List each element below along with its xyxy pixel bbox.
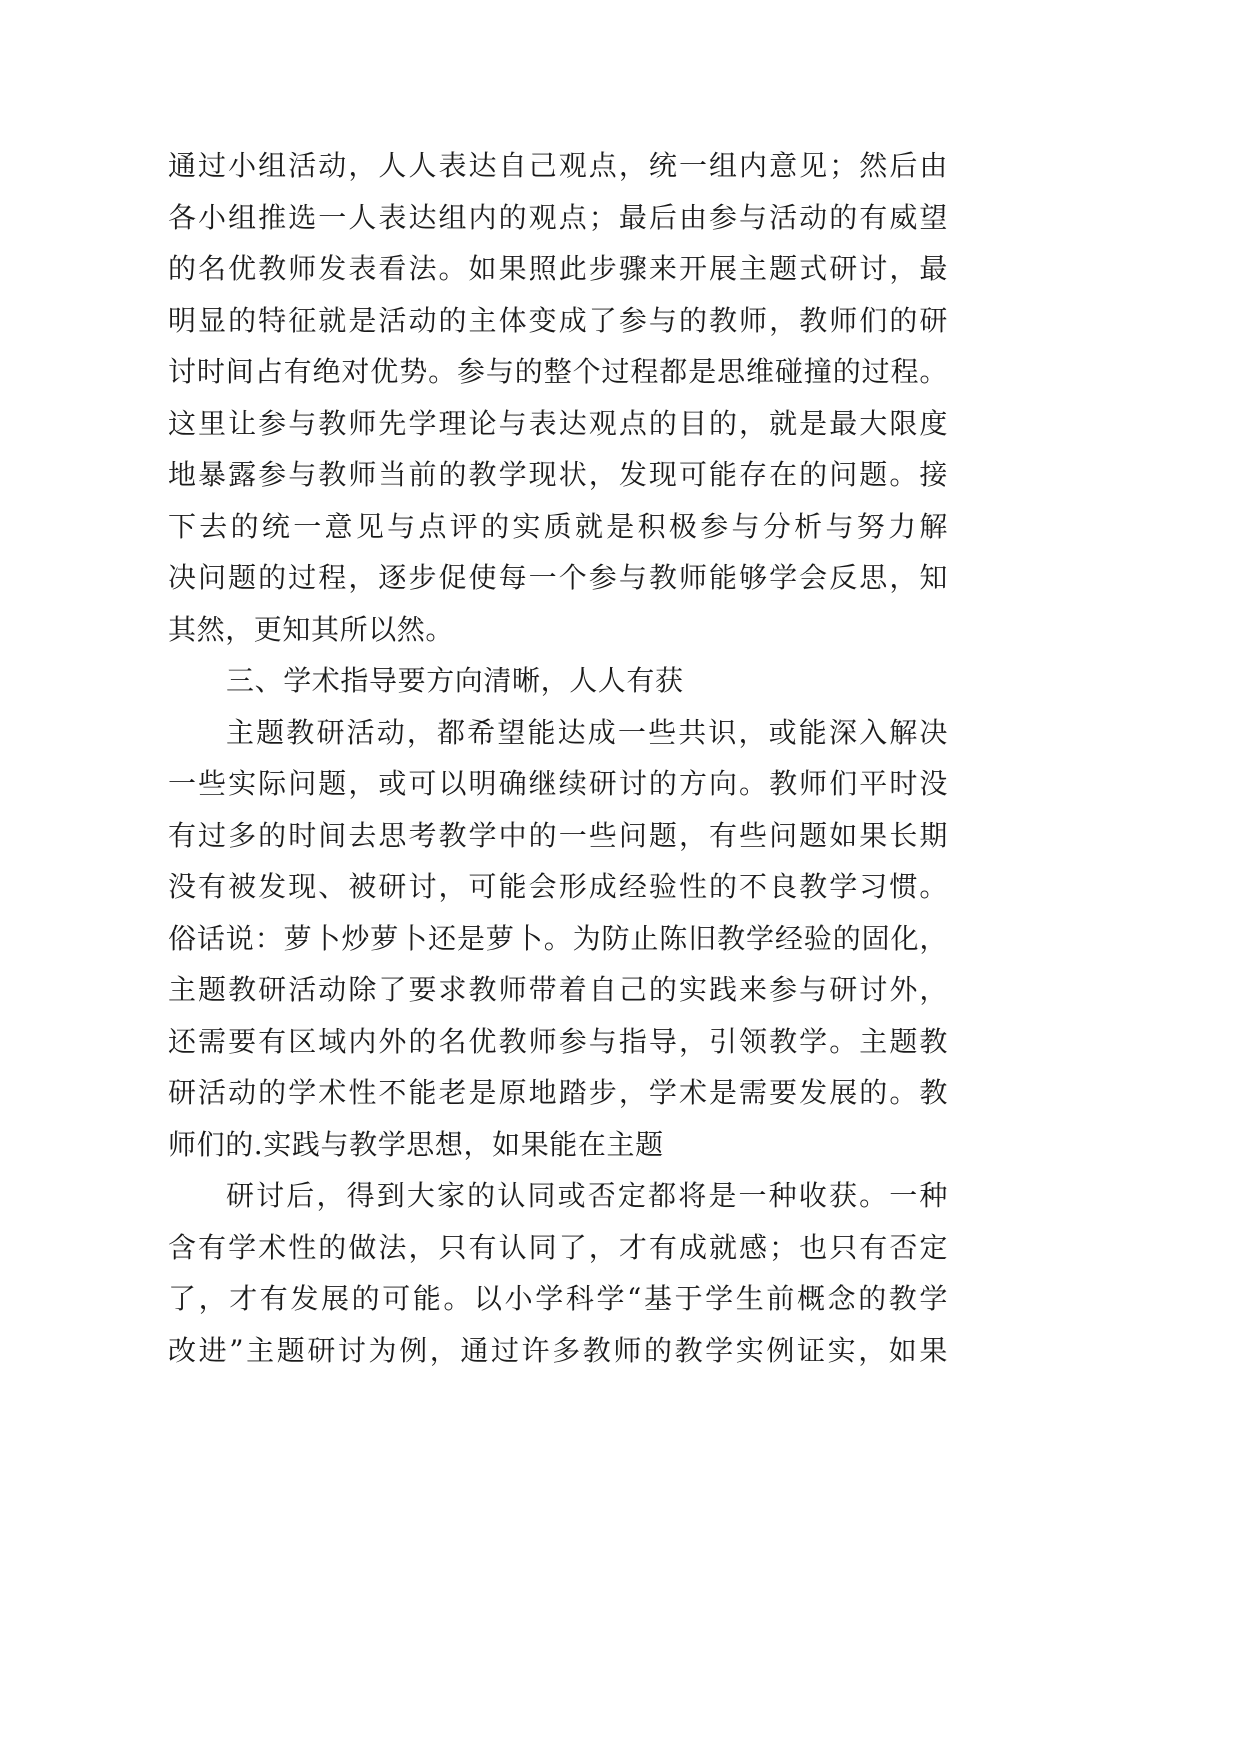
section-heading: 三、学术指导要方向清晰，人人有获 xyxy=(226,664,684,697)
text-line: 含有学术性的做法，只有认同了，才有成就感；也只有否定 xyxy=(168,1230,948,1264)
text-line: 研活动的学术性不能老是原地踏步，学术是需要发展的。教 xyxy=(168,1076,948,1109)
text-line: 下去的统一意见与点评的实质就是积极参与分析与努力解 xyxy=(168,509,948,543)
body-text xyxy=(168,140,948,1376)
text-line: 俗话说：萝卜炒萝卜还是萝卜。为防止陈旧教学经验的固化， xyxy=(168,921,948,955)
text-line: 其然，更知其所以然。 xyxy=(168,612,455,646)
text-line: 研讨后，得到大家的认同或否定都将是一种收获。一种 xyxy=(226,1179,948,1212)
text-line: 主题教研活动除了要求教师带着自己的实践来参与研讨外， xyxy=(168,973,948,1006)
text-line: 的名优教师发表看法。如果照此步骤来开展主题式研讨，最 xyxy=(168,252,948,285)
text-line: 一些实际问题，或可以明确继续研讨的方向。教师们平时没 xyxy=(168,767,948,800)
text-line: 决问题的过程，逐步促使每一个参与教师能够学会反思，知 xyxy=(168,561,948,594)
text-line: 了，才有发展的可能。以小学科学“基于学生前概念的教学 xyxy=(168,1282,948,1315)
text-line: 有过多的时间去思考教学中的一些问题，有些问题如果长期 xyxy=(168,818,948,852)
text-line: 明显的特征就是活动的主体变成了参与的教师，教师们的研 xyxy=(168,303,948,337)
text-line: 各小组推选一人表达组内的观点；最后由参与活动的有威望 xyxy=(168,200,948,234)
text-line: 主题教研活动，都希望能达成一些共识，或能深入解决 xyxy=(226,715,948,749)
text-line: 还需要有区域内外的名优教师参与指导，引领教学。主题教 xyxy=(168,1024,948,1058)
text-line: 讨时间占有绝对优势。参与的整个过程都是思维碰撞的过程。 xyxy=(168,355,948,388)
text-line: 这里让参与教师先学理论与表达观点的目的，就是最大限度 xyxy=(168,406,948,440)
text-line: 没有被发现、被研讨，可能会形成经验性的不良教学习惯。 xyxy=(168,870,948,903)
text-line: 通过小组活动，人人表达自己观点，统一组内意见；然后由 xyxy=(168,149,948,182)
text-line: 地暴露参与教师当前的教学现状，发现可能存在的问题。接 xyxy=(168,458,948,491)
text-line: 改进”主题研讨为例，通过许多教师的教学实例证实，如果 xyxy=(168,1333,948,1367)
text-line: 师们的.实践与教学思想，如果能在主题 xyxy=(168,1127,664,1161)
